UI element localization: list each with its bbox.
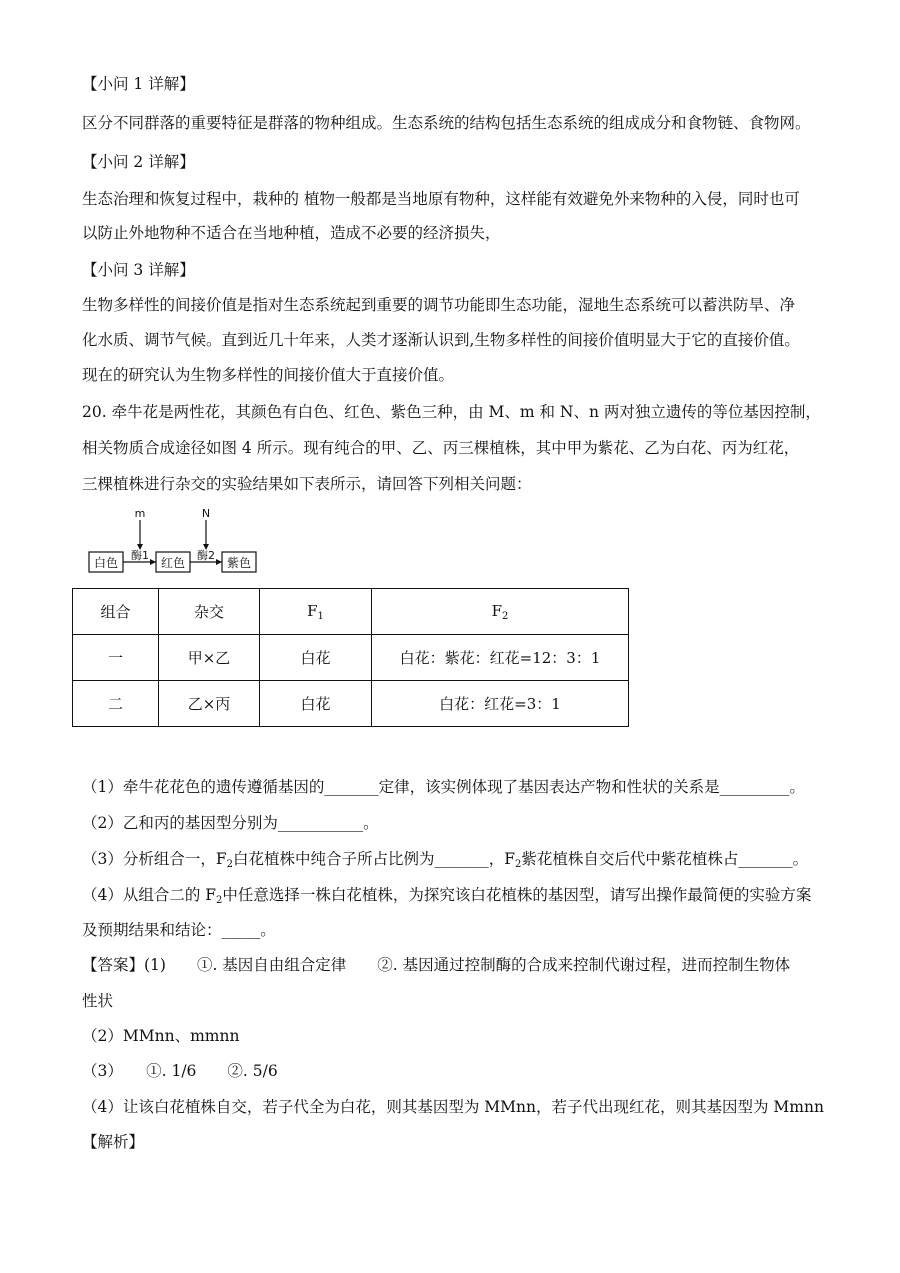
sub-question-4-line-2: 及预期结果和结论：_____。 [82,921,276,939]
q3-text-line-1: 生物多样性的间接价值是指对生态系统起到重要的调节功能即生态功能，湿地生态系统可以蓄洪防旱、净 [82,296,796,314]
problem-20-line-1: 20. 牵牛花是两性花，其颜色有白色、红色、紫色三种，由 M、m 和 N、n 两对独立遗传的等位基因控制， [82,403,821,421]
table-row [73,681,629,727]
answer-line-1b: 性状 [82,992,114,1010]
sub-question-1: （1）牵牛花花色的遗传遵循基因的_______定律，该实例体现了基因表达产物和性状的关系是_________。 [82,778,805,796]
answer-line-4: （4）让该白花植株自交，若子代全为白花，则其基因型为 MMnn，若子代出现红花，则其基因型为 Mmnn [82,1098,824,1116]
q2-text-line-2: 以防止外地物种不适合在当地种植，造成不必要的经济损失， [82,224,501,242]
header-cell: 杂交 [159,589,260,635]
table-cell: 白花：紫花：红花=12：3：1 [372,635,629,681]
answer-line-1: 【答案】(1) ①. 基因自由组合定律 ②. 基因通过控制酶的合成来控制代谢过程，进而控制生物体 [82,956,791,974]
header-cell-f1: $F_1$ [260,589,372,635]
answer-line-3: （3） ①. 1/6 ②. 5/6 [82,1062,278,1080]
gene-m-label: m [134,507,146,520]
sub-question-2: （2）乙和丙的基因型分别为___________。 [82,814,379,832]
table-cell: 乙×丙 [159,681,260,727]
problem-20-line-3: 三棵植株进行杂交的实验结果如下表所示，请回答下列相关问题： [82,475,532,493]
header-cell-f2: $F_2$ [372,589,629,635]
table-cell: 白花：红花=3：1 [372,681,629,727]
table-cell: 白花 [260,635,372,681]
answer-line-2: （2）MMnn、mmnn [82,1027,240,1045]
header-cell: 组合 [73,589,159,635]
results-table [72,588,629,727]
arrow-head-1 [150,559,156,565]
red-label: 红色 [160,556,186,570]
table-cell: 一 [73,635,159,681]
table-row [73,635,629,681]
q2-heading: 【小问 2 详解】 [82,153,195,171]
table-cell: 甲×乙 [159,635,260,681]
q1-heading: 【小问 1 详解】 [82,75,195,93]
q3-heading: 【小问 3 详解】 [82,261,195,279]
gene-N-label: N [201,507,211,520]
enzyme2-label: 酶2 [197,549,215,562]
purple-label: 紫色 [226,556,252,570]
pathway-diagram [88,506,268,576]
sub-question-4-line-1: （4）从组合二的 $F_2$中任意选择一株白花植株，为探究该白花植株的基因型，请写出操作最简便的实验方案 [82,886,812,906]
table-header-row [73,589,629,635]
q3-text-line-3: 现在的研究认为生物多样性的间接价值大于直接价值。 [82,366,455,384]
arrow-head-2 [216,559,222,565]
q2-text-line-1: 生态治理和恢复过程中，栽种的 植物一般都是当地原有物种，这样能有效避免外来物种的入侵，同时也可 [82,190,800,208]
enzyme1-label: 酶1 [131,549,149,562]
white-label: 白色 [93,556,119,570]
problem-20-line-2: 相关物质合成途径如图 4 所示。现有纯合的甲、乙、丙三棵植株，其中甲为紫花、乙为白花、丙为红花， [82,439,800,457]
table-cell: 白花 [260,681,372,727]
q3-text-line-2: 化水质、调节气候。直到近几十年来，人类才逐渐认识到,生物多样性的间接价值明显大于它的直接价值。 [82,331,800,349]
q1-text: 区分不同群落的重要特征是群落的物种组成。生态系统的结构包括生态系统的组成成分和食物链、食物网。 [82,114,811,132]
analysis-heading: 【解析】 [82,1133,145,1151]
sub-question-3: （3）分析组合一，$F_2$白花植株中纯合子所占比例为_______，$F_2$紫花植株自交后代中紫花植株占_______。 [82,850,809,870]
table-cell: 二 [73,681,159,727]
